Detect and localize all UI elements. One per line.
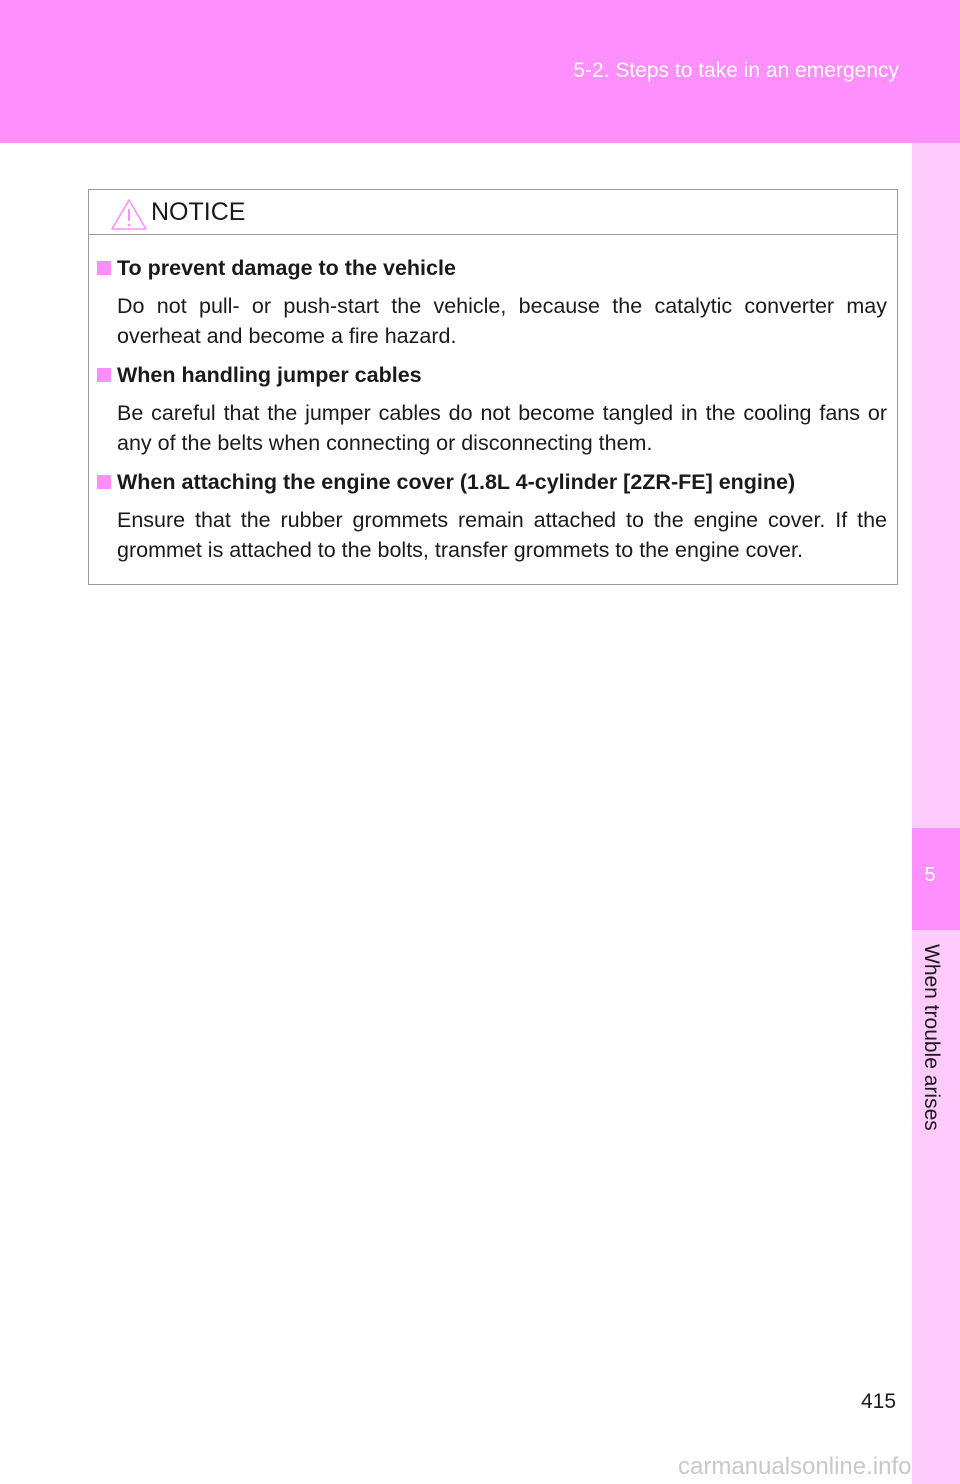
item-heading bbox=[97, 254, 887, 282]
square-bullet-icon bbox=[97, 368, 111, 382]
section-title: 5-2. Steps to take in an emergency bbox=[573, 59, 899, 82]
item-heading-text: To prevent damage to the vehicle bbox=[117, 256, 456, 280]
item-heading-text: When attaching the engine cover (1.8L 4-cylinder [2ZR-FE] engine) bbox=[117, 470, 796, 494]
chapter-name: When trouble arises bbox=[920, 944, 943, 1131]
item-text: Be careful that the jumper cables do not become tangled in the cooling fans or any of the belts when connecting or disconnecting them. bbox=[117, 401, 887, 455]
side-strip bbox=[912, 143, 960, 1484]
notice-header bbox=[89, 190, 897, 235]
item-text: Ensure that the rubber grommets remain attached to the engine cover. If the grommet is attached to the bolts, transfer grommets to the engine cover. bbox=[117, 508, 887, 562]
item-text: Do not pull- or push-start the vehicle, because the catalytic converter may overheat and become a fire hazard. bbox=[117, 294, 887, 348]
square-bullet-icon bbox=[97, 475, 111, 489]
notice-box bbox=[88, 189, 898, 585]
notice-title: NOTICE bbox=[151, 198, 246, 226]
item-heading bbox=[97, 468, 887, 496]
chapter-number: 5 bbox=[924, 864, 936, 886]
square-bullet-icon bbox=[97, 261, 111, 275]
page-number: 415 bbox=[861, 1390, 897, 1413]
item-heading-text: When handling jumper cables bbox=[117, 363, 422, 387]
notice-body bbox=[89, 235, 897, 565]
item-heading bbox=[97, 361, 887, 389]
warning-triangle-icon bbox=[110, 198, 148, 231]
watermark: carmanualsonline.info bbox=[678, 1453, 912, 1480]
